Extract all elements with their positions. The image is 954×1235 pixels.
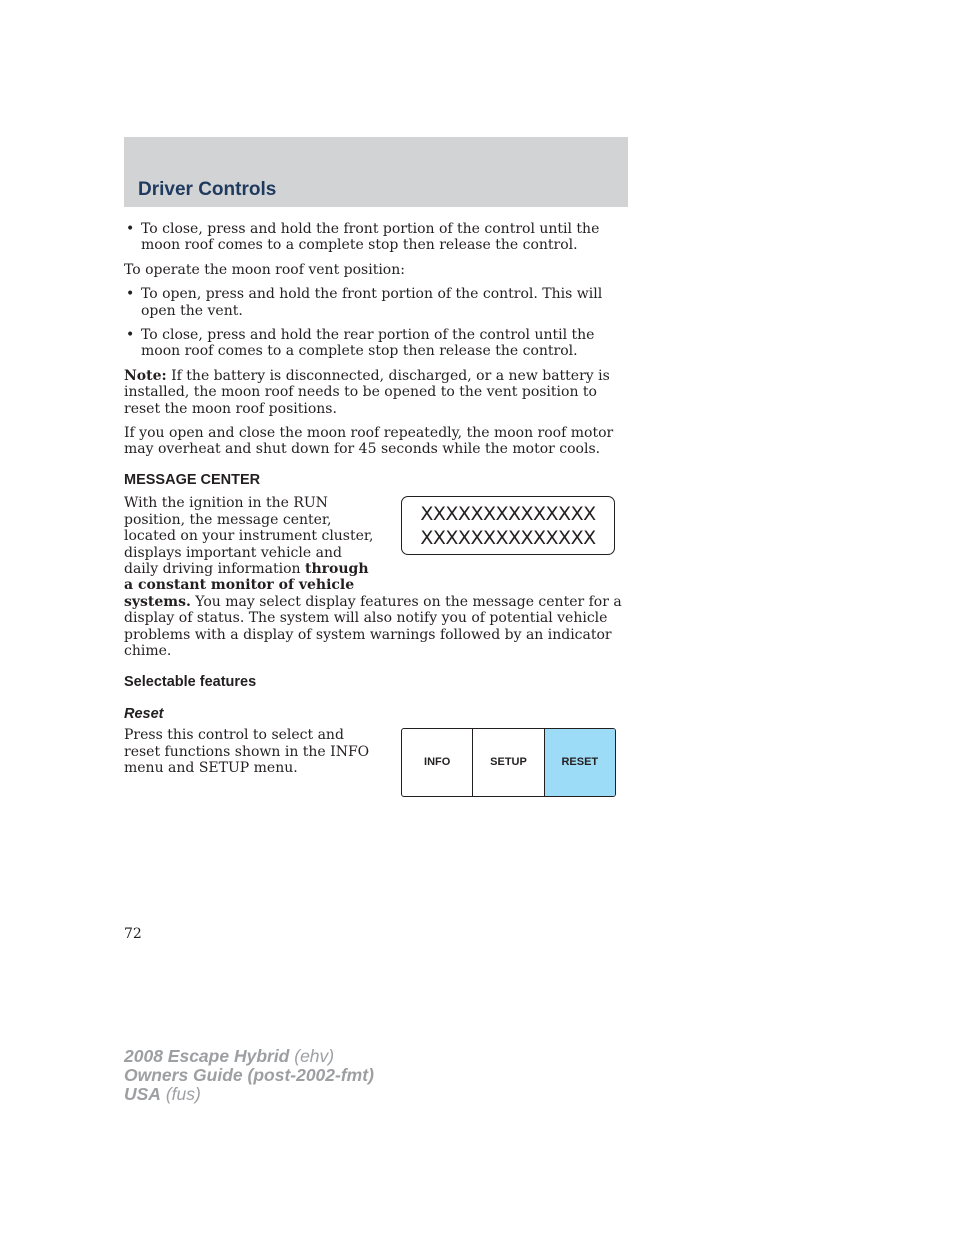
list-item: • To close, press and hold the front portion of the control until the moon roof comes to a complete stop then release the control. (126, 221, 600, 254)
bullet-icon: • (126, 221, 135, 237)
page-number: 72 (124, 926, 142, 942)
footer-line-3: USA (fus) (124, 1084, 201, 1104)
close-instructions-list (124, 221, 628, 254)
section-header-band (124, 137, 628, 207)
battery-note: Note: If the battery is disconnected, discharged, or a new battery is installed, the moon roof needs to be opened to the vent position to reset the moon roof positions. (124, 367, 610, 417)
document-footer (124, 1047, 374, 1104)
list-item: • To close, press and hold the rear portion of the control until the moon roof comes to a complete stop then release the control. (126, 327, 595, 360)
footer-line-1: 2008 Escape Hybrid (ehv) (124, 1046, 335, 1066)
bullet-icon: • (126, 327, 135, 344)
setup-button[interactable]: SETUP (473, 729, 544, 796)
message-center-text-continued: systems. You may select display features on the message center for a display of status. The system will also notify you of potential vehicle problems with a display of system warnings followed by an indicator chime. (124, 593, 622, 659)
selectable-features-heading: Selectable features (124, 674, 257, 691)
reset-button[interactable]: RESET (545, 729, 615, 796)
info-button[interactable]: INFO (402, 729, 473, 796)
bullet-icon: • (126, 286, 135, 303)
display-line-1: XXXXXXXXXXXXXX (420, 503, 596, 526)
message-center-block (124, 495, 628, 659)
overheat-paragraph: If you open and close the moon roof repeatedly, the moon roof motor may overheat and shut down for 45 seconds while the motor cools. (124, 425, 614, 458)
vent-instructions-list (124, 286, 628, 360)
message-center-heading: MESSAGE CENTER (124, 471, 261, 488)
reset-description: Press this control to select and reset functions shown in the INFO menu and SETUP menu. (124, 727, 370, 776)
page-content (124, 221, 628, 799)
reset-block (124, 727, 628, 799)
display-line-2: XXXXXXXXXXXXXX (420, 527, 596, 550)
message-center-display (401, 496, 615, 555)
note-label: Note: (124, 367, 167, 384)
footer-line-2: Owners Guide (post-2002-fmt) (124, 1065, 374, 1085)
reset-heading: Reset (124, 705, 164, 722)
vent-intro: To operate the moon roof vent position: (124, 261, 405, 278)
message-center-text: With the ignition in the RUN position, the message center, located on your instrument cluster, displays important vehicle and daily driving information through a constant monitor of vehicle (124, 495, 374, 594)
control-button-panel (401, 728, 616, 797)
section-title: Driver Controls (138, 179, 277, 200)
list-item: • To open, press and hold the front portion of the control. This will open the vent. (126, 286, 603, 319)
